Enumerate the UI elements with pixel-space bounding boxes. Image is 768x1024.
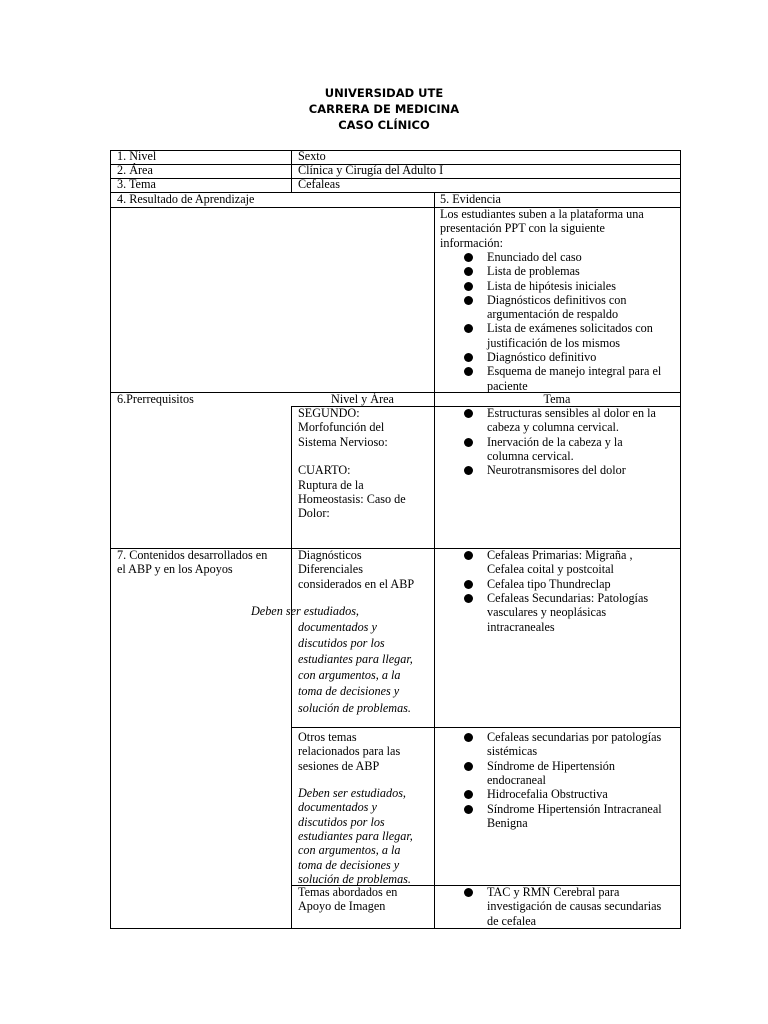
evidencia-item: justificación de los mismos bbox=[487, 335, 621, 350]
bullet-icon bbox=[464, 282, 473, 291]
bullet-icon bbox=[464, 253, 473, 262]
col-nivel-header: Nivel y Área bbox=[331, 392, 394, 406]
evidencia-item: argumentación de respaldo bbox=[487, 307, 619, 322]
evidencia-item: Esquema de manejo integral para el bbox=[487, 364, 662, 379]
evidencia-item: Diagnósticos definitivos con bbox=[487, 292, 627, 307]
document-type-title: CASO CLÍNICO bbox=[338, 118, 430, 132]
diagnosticos-title: Diferenciales bbox=[298, 562, 363, 577]
evidencia-label: 5. Evidencia bbox=[440, 192, 501, 206]
diagnosticos-item: Cefalea coital y postcoital bbox=[487, 562, 614, 577]
table-border bbox=[680, 150, 681, 929]
imagen-title: Temas abordados en bbox=[298, 885, 398, 899]
table-border bbox=[110, 150, 111, 929]
diagnosticos-note: toma de decisiones y bbox=[298, 684, 400, 699]
prerrequisito-nivel: Ruptura de la bbox=[298, 477, 364, 492]
prerrequisito-tema: columna cervical. bbox=[487, 448, 574, 463]
otros-temas-note: solución de problemas. bbox=[298, 871, 411, 886]
prerrequisito-tema: Inervación de la cabeza y la bbox=[487, 434, 623, 449]
prerrequisito-tema: cabeza y columna cervical. bbox=[487, 420, 619, 435]
evidencia-item: paciente bbox=[487, 378, 528, 393]
bullet-icon bbox=[464, 762, 473, 771]
evidencia-item: Lista de exámenes solicitados con bbox=[487, 321, 653, 336]
bullet-icon bbox=[464, 324, 473, 333]
area-label: 2. Área bbox=[117, 163, 153, 177]
diagnosticos-item: Cefaleas Primarias: Migraña , bbox=[487, 548, 633, 562]
table-border bbox=[110, 150, 681, 151]
tema-value: Cefaleas bbox=[298, 177, 340, 191]
diagnosticos-note: con argumentos, a la bbox=[298, 668, 401, 683]
diagnosticos-item: intracraneales bbox=[487, 619, 555, 634]
prerrequisito-tema: Estructuras sensibles al dolor en la bbox=[487, 406, 656, 420]
bullet-icon bbox=[464, 594, 473, 603]
bullet-icon bbox=[464, 409, 473, 418]
imagen-item: investigación de causas secundarias bbox=[487, 899, 662, 914]
diagnosticos-note: estudiantes para llegar, bbox=[298, 652, 413, 667]
otros-temas-item: Síndrome de Hipertensión bbox=[487, 758, 615, 773]
otros-temas-item: Hidrocefalia Obstructiva bbox=[487, 787, 608, 802]
otros-temas-title: sesiones de ABP bbox=[298, 758, 380, 773]
evidencia-item: Diagnóstico definitivo bbox=[487, 350, 597, 364]
prerrequisitos-label: 6.Prerrequisitos bbox=[117, 392, 194, 406]
otros-temas-item: endocraneal bbox=[487, 772, 546, 787]
evidencia-intro: información: bbox=[440, 235, 503, 250]
bullet-icon bbox=[464, 296, 473, 305]
bullet-icon bbox=[464, 551, 473, 560]
bullet-icon bbox=[464, 805, 473, 814]
table-border bbox=[434, 193, 435, 929]
diagnosticos-note: discutidos por los bbox=[298, 636, 385, 651]
table-border bbox=[291, 406, 292, 929]
otros-temas-note: toma de decisiones y bbox=[298, 857, 400, 872]
prerrequisito-nivel: Homeostasis: Caso de bbox=[298, 491, 406, 506]
otros-temas-note: con argumentos, a la bbox=[298, 843, 401, 858]
nivel-value: Sexto bbox=[298, 149, 326, 163]
prerrequisito-nivel: CUARTO: bbox=[298, 463, 351, 478]
imagen-item: TAC y RMN Cerebral para bbox=[487, 885, 620, 899]
bullet-icon bbox=[464, 888, 473, 897]
otros-temas-title: relacionados para las bbox=[298, 744, 401, 759]
otros-temas-item: sistémicas bbox=[487, 744, 538, 759]
col-tema-header: Tema bbox=[543, 392, 571, 406]
table-border bbox=[110, 928, 681, 929]
evidencia-intro: presentación PPT con la siguiente bbox=[440, 221, 605, 236]
area-value: Clínica y Cirugía del Adulto I bbox=[298, 163, 444, 177]
bullet-icon bbox=[464, 438, 473, 447]
diagnosticos-item: Cefalea tipo Thundreclap bbox=[487, 576, 611, 591]
bullet-icon bbox=[464, 733, 473, 742]
otros-temas-item: Benigna bbox=[487, 815, 528, 830]
contenidos-label: el ABP y en los Apoyos bbox=[117, 562, 233, 577]
prerrequisito-nivel: Dolor: bbox=[298, 506, 330, 521]
contenidos-label: 7. Contenidos desarrollados en bbox=[117, 548, 268, 562]
otros-temas-note: estudiantes para llegar, bbox=[298, 828, 413, 843]
otros-temas-note: documentados y bbox=[298, 800, 377, 815]
diagnosticos-title: Diagnósticos bbox=[298, 548, 362, 562]
nivel-label: 1. Nivel bbox=[117, 149, 157, 163]
otros-temas-note: discutidos por los bbox=[298, 814, 385, 829]
table-border bbox=[291, 150, 292, 193]
diagnosticos-note: documentados y bbox=[298, 620, 377, 634]
imagen-item: de cefalea bbox=[487, 913, 537, 928]
university-title: UNIVERSIDAD UTE bbox=[324, 86, 444, 100]
diagnosticos-title: considerados en el ABP bbox=[298, 576, 415, 591]
bullet-icon bbox=[464, 580, 473, 589]
imagen-title: Apoyo de Imagen bbox=[298, 899, 386, 914]
prerrequisito-nivel: Sistema Nervioso: bbox=[298, 434, 388, 449]
tema-label: 3. Tema bbox=[117, 177, 156, 191]
otros-temas-item: Cefaleas secundarias por patologías bbox=[487, 730, 662, 744]
bullet-icon bbox=[464, 790, 473, 799]
bullet-icon bbox=[464, 466, 473, 475]
prerrequisito-tema: Neurotransmisores del dolor bbox=[487, 463, 626, 478]
table-border bbox=[291, 727, 681, 728]
bullet-icon bbox=[464, 367, 473, 376]
resultado-label: 4. Resultado de Aprendizaje bbox=[117, 192, 255, 206]
evidencia-item: Lista de problemas bbox=[487, 264, 580, 279]
otros-temas-item: Síndrome Hipertensión Intracraneal bbox=[487, 801, 662, 816]
evidencia-item: Enunciado del caso bbox=[487, 249, 582, 264]
evidencia-item: Lista de hipótesis iniciales bbox=[487, 278, 616, 293]
prerrequisito-nivel: SEGUNDO: bbox=[298, 406, 360, 420]
prerrequisito-nivel: Morfofunción del bbox=[298, 420, 385, 435]
otros-temas-note: Deben ser estudiados, bbox=[298, 786, 406, 800]
bullet-icon bbox=[464, 267, 473, 276]
diagnosticos-note: solución de problemas. bbox=[298, 700, 411, 715]
table-border bbox=[110, 178, 681, 179]
bullet-icon bbox=[464, 353, 473, 362]
diagnosticos-note: Deben ser estudiados, bbox=[251, 604, 359, 618]
otros-temas-title: Otros temas bbox=[298, 730, 357, 744]
diagnosticos-item: Cefaleas Secundarias: Patologías bbox=[487, 590, 649, 605]
evidencia-intro: Los estudiantes suben a la plataforma una bbox=[440, 207, 644, 221]
career-title: CARRERA DE MEDICINA bbox=[308, 102, 460, 116]
diagnosticos-item: vasculares y neoplásicas bbox=[487, 605, 607, 620]
